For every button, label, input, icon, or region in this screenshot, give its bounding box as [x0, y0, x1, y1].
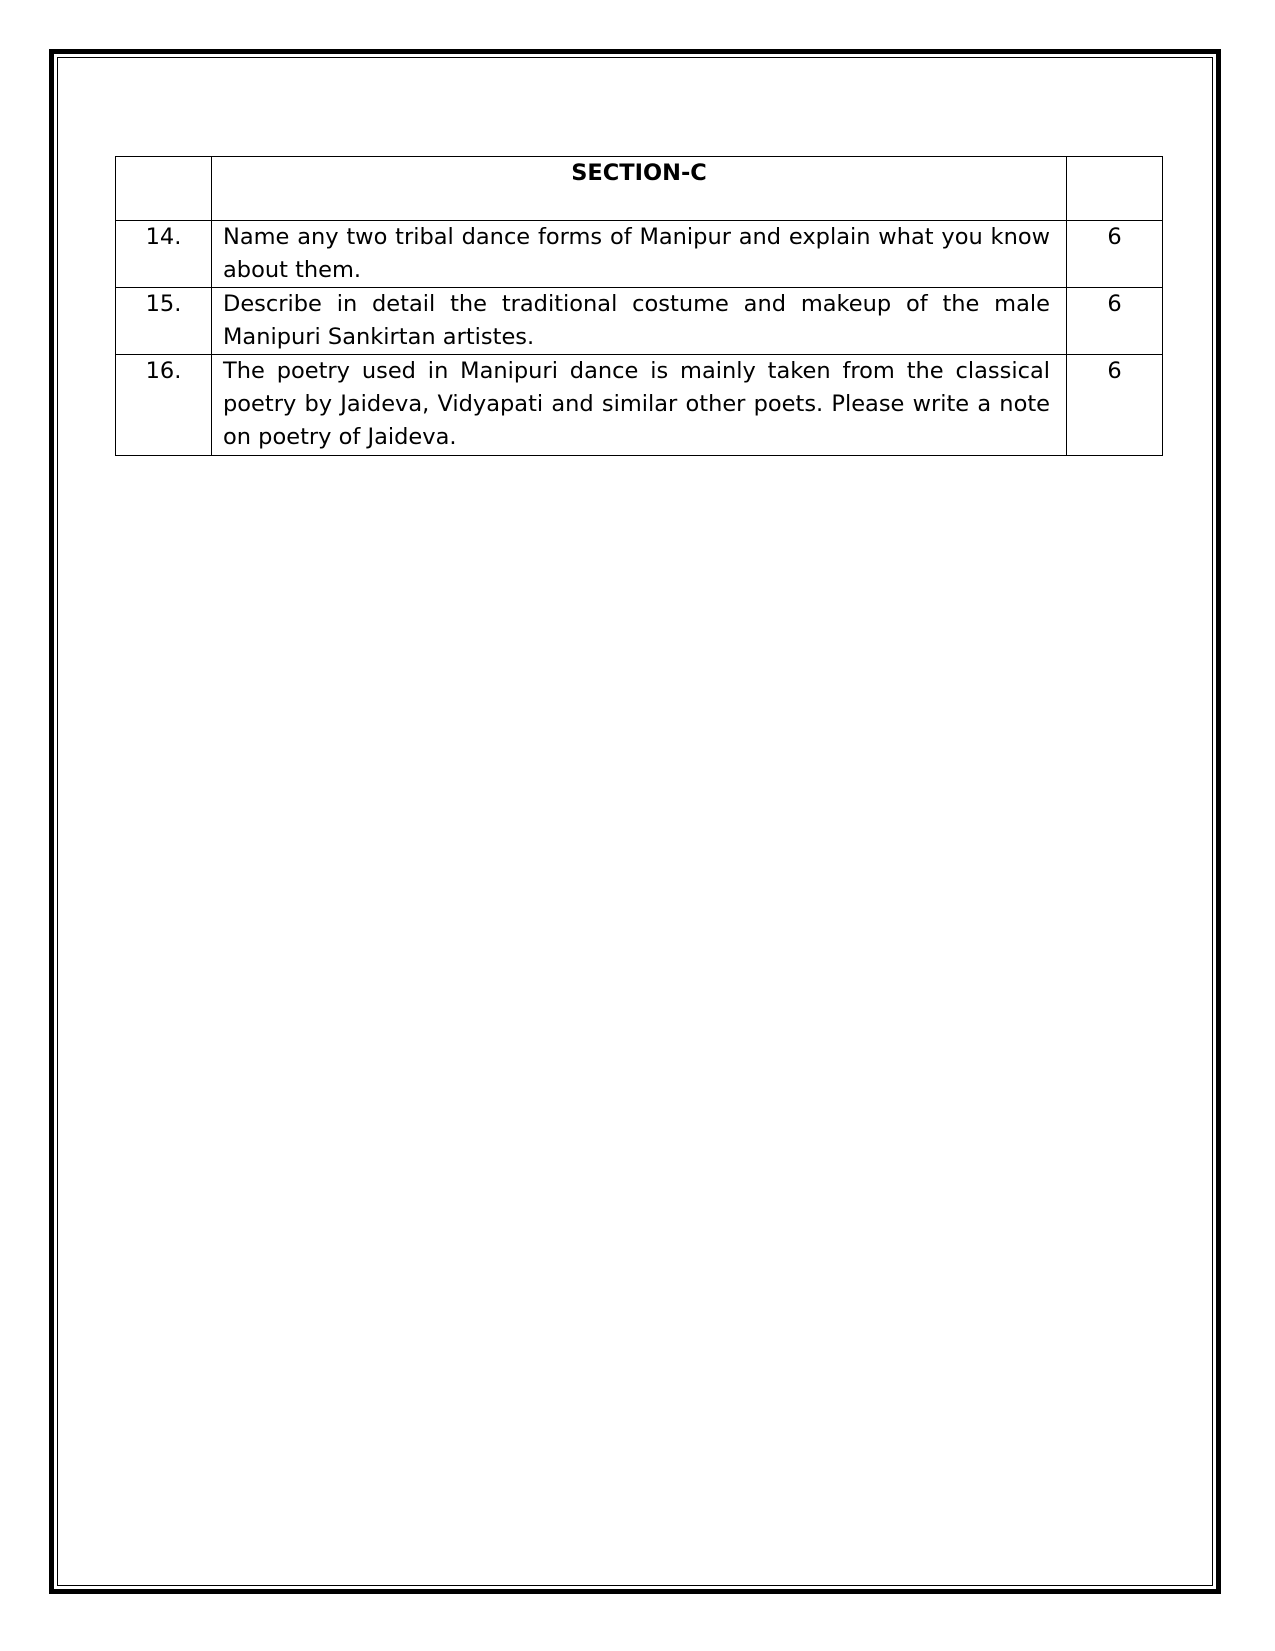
question-text	[212, 221, 1067, 288]
question-text-content: Describe in detail the traditional costume and makeup of the male Manipuri Sankirtan artistes.	[223, 291, 1050, 350]
question-number: 15.	[116, 288, 212, 355]
question-table	[115, 156, 1163, 456]
section-title: SECTION-C	[212, 157, 1067, 221]
header-number-cell	[116, 157, 212, 221]
section-header-row	[116, 157, 1163, 221]
question-text	[212, 355, 1067, 456]
table-row	[116, 288, 1163, 355]
question-marks: 6	[1067, 288, 1163, 355]
table-row	[116, 221, 1163, 288]
question-text	[212, 288, 1067, 355]
question-number: 14.	[116, 221, 212, 288]
question-number: 16.	[116, 355, 212, 456]
question-marks: 6	[1067, 221, 1163, 288]
question-marks: 6	[1067, 355, 1163, 456]
header-marks-cell	[1067, 157, 1163, 221]
question-text-content: The poetry used in Manipuri dance is mainly taken from the classical poetry by Jaideva, Vidyapati and similar other poets. Please write a note on poetry of Jaideva.	[223, 358, 1050, 450]
table-row	[116, 355, 1163, 456]
question-text-content: Name any two tribal dance forms of Manipur and explain what you know about them.	[223, 224, 1050, 283]
